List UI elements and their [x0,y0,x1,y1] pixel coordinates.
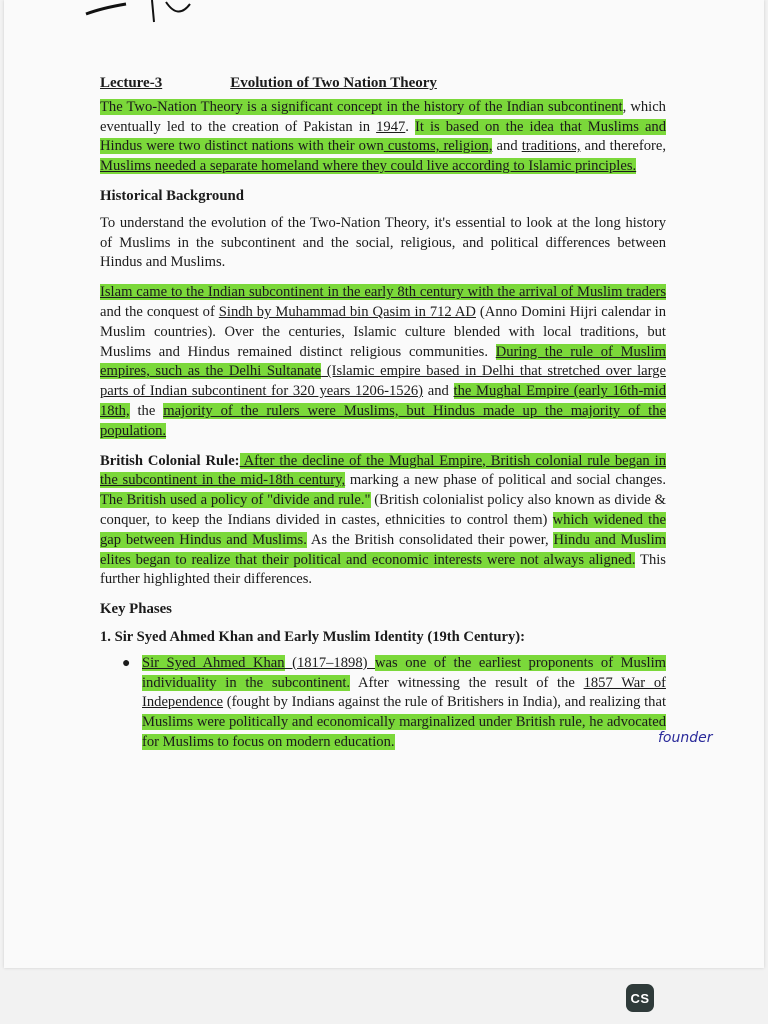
lecture-number: Lecture-3 [100,75,163,91]
title-line [100,74,666,94]
lecture-content [100,74,666,753]
bullet-icon: ● [122,655,131,671]
colonial-label: British Colonial Rule: [100,452,240,469]
camscanner-logo-icon: CS [626,984,654,1012]
colonial-paragraph: British Colonial Rule: After the decline of the Mughal Empire, British colonial rule began in the subcontinent in the mid-18th century, marking a new phase of political and social changes. The British used a policy of "divide and rule." (British colonialist policy also known as divide & conquer, to keep the Indians divided in castes, ethnicities to control them) which widened the gap between Hindus and Muslims. As the British consolidated their power, Hindu and Muslim elites began to realize that their political and economic interests were not always aligned. This further highlighted their differences. [100,452,666,588]
historical-heading: Historical Background [100,187,245,204]
handwritten-scribble [82,0,242,34]
scanned-page [4,0,764,968]
historical-paragraph-1: To understand the evolution of the Two-Nation Theory, it's essential to look at the long history of Muslims in the subcontinent and the social, religious, and political differences between Hindus and Muslims. [100,214,666,271]
intro-paragraph: The Two-Nation Theory is a significant concept in the history of the Indian subcontinent, which eventually led to the creation of Pakistan in 1947. It is based on the idea that Muslims and Hindus were two distinct nations with their own customs, religion, and traditions, and therefore, Muslims needed a separate homeland where they could live according to Islamic principles. [100,98,667,175]
historical-paragraph-2: Islam came to the Indian subcontinent in the early 8th century with the arrival of Muslim traders and the conquest of Sindh by Muhammad bin Qasim in 712 AD (Anno Domini Hijri calendar in Muslim countries). Over the centuries, Islamic culture blended with local traditions, but Muslims and Hindus remained distinct religious communities. During the rule of Muslim empires, such as the Delhi Sultanate (Islamic empire based in Delhi that stretched over large parts of Indian subcontinent for 320 years 1206-1526) and the Mughal Empire (early 16th-mid 18th, the majority of the rulers were Muslims, but Hindus made up the majority of the population. [100,284,667,439]
list-item: ● Sir Syed Ahmed Khan (1817–1898) was one of the earliest proponents of Muslim individuality in the subcontinent. After witnessing the result of the 1857 War of Independence (fought by Indians against the rule of Britishers in India), and realizing that Muslims were politically and economically marginalized under British rule, he advocated for Muslims to focus on modern education. [122,654,666,750]
phase-1-heading: 1. Sir Syed Ahmed Khan and Early Muslim Identity (19th Century): [100,628,526,645]
handwritten-note: founder [658,730,713,746]
key-phases-heading: Key Phases [100,601,172,618]
lecture-title: Evolution of Two Nation Theory [230,75,437,91]
